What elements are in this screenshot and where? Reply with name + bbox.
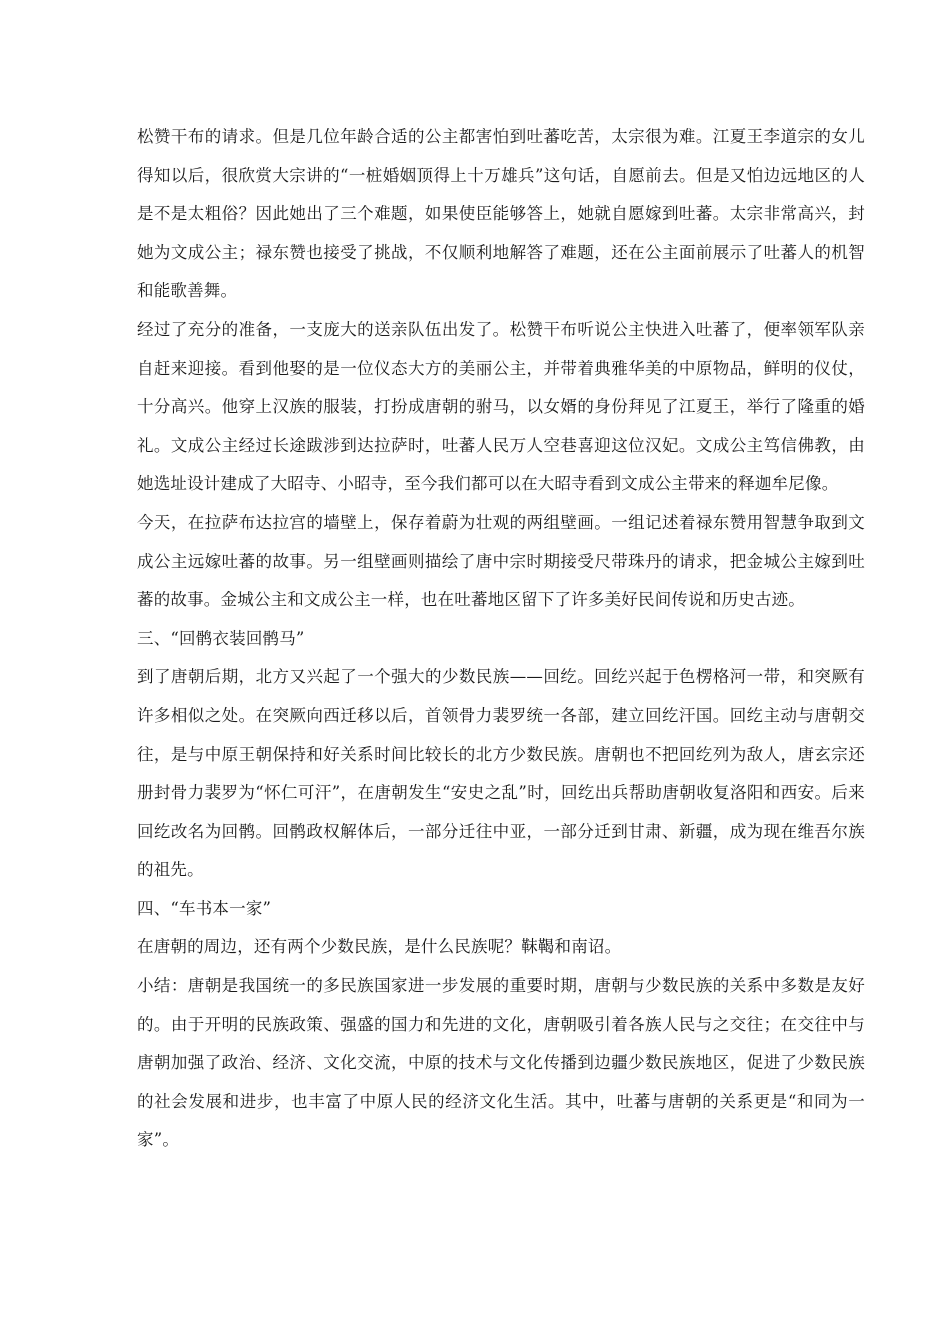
paragraph-mohe-nanzhao: 在唐朝的周边，还有两个少数民族，是什么民族呢？靺鞨和南诏。 <box>137 937 622 957</box>
section-heading-cheshu: 四、“车书本一家” <box>137 898 272 918</box>
paragraph-potala-murals: 今天，在拉萨布达拉宫的墙壁上，保存着蔚为壮观的两组壁画。一组记述着禄东赞用智慧争取到文成公主远嫁吐蕃的故事。另一组壁画则描绘了唐中宗时期接受尺带珠丹的请求，把金城公主嫁到吐蕃的故事。金城公主和文成公主一样，也在吐蕃地区留下了许多美好民间传说和历史古迹。 <box>137 512 865 610</box>
paragraph-summary: 小结：唐朝是我国统一的多民族国家进一步发展的重要时期，唐朝与少数民族的关系中多数是友好的。由于开明的民族政策、强盛的国力和先进的文化，唐朝吸引着各族人民与之交往；在交往中与唐朝加强了政治、经济、文化交流，中原的技术与文化传播到边疆少数民族地区，促进了少数民族的社会发展和进步，也丰富了中原人民的经济文化生活。其中，吐蕃与唐朝的关系更是“和同为一家”。 <box>137 976 865 1150</box>
document-body <box>137 118 865 1160</box>
paragraph-huihe: 到了唐朝后期，北方又兴起了一个强大的少数民族——回纥。回纥兴起于色楞格河一带，和突厥有许多相似之处。在突厥向西迁移以后，首领骨力裴罗统一各部，建立回纥汗国。回纥主动与唐朝交往，是与中原王朝保持和好关系时间比较长的北方少数民族。唐朝也不把回纥列为敌人，唐玄宗还册封骨力裴罗为“怀仁可汗”，在唐朝发生“安史之乱”时，回纥出兵帮助唐朝收复洛阳和西安。后来回纥改名为回鹘。回鹘政权解体后，一部分迁往中亚，一部分迁到甘肃、新疆，成为现在维吾尔族的祖先。 <box>137 667 865 880</box>
section-heading-huihu: 三、“回鹘衣装回鹘马” <box>137 628 305 648</box>
paragraph-songzan-request: 松赞干布的请求。但是几位年龄合适的公主都害怕到吐蕃吃苦，太宗很为难。江夏王李道宗的女儿得知以后，很欣赏大宗讲的“一桩婚姻顶得上十万雄兵”这句话，自愿前去。但是又怕边远地区的人是不是太粗俗？因此她出了三个难题，如果使臣能够答上，她就自愿嫁到吐蕃。太宗非常高兴，封她为文成公主；禄东赞也接受了挑战，不仅顺利地解答了难题，还在公主面前展示了吐蕃人的机智和能歌善舞。 <box>137 127 865 301</box>
paragraph-escort-wedding: 经过了充分的准备，一支庞大的送亲队伍出发了。松赞干布听说公主快进入吐蕃了，便率领军队亲自赶来迎接。看到他娶的是一位仪态大方的美丽公主，并带着典雅华美的中原物品，鲜明的仪仗，十分高兴。他穿上汉族的服装，打扮成唐朝的驸马，以女婿的身份拜见了江夏王，举行了隆重的婚礼。文成公主经过长途跋涉到达拉萨时，吐蕃人民万人空巷喜迎这位汉妃。文成公主笃信佛教，由她选址设计建成了大昭寺、小昭寺，至今我们都可以在大昭寺看到文成公主带来的释迦牟尼像。 <box>137 319 865 494</box>
